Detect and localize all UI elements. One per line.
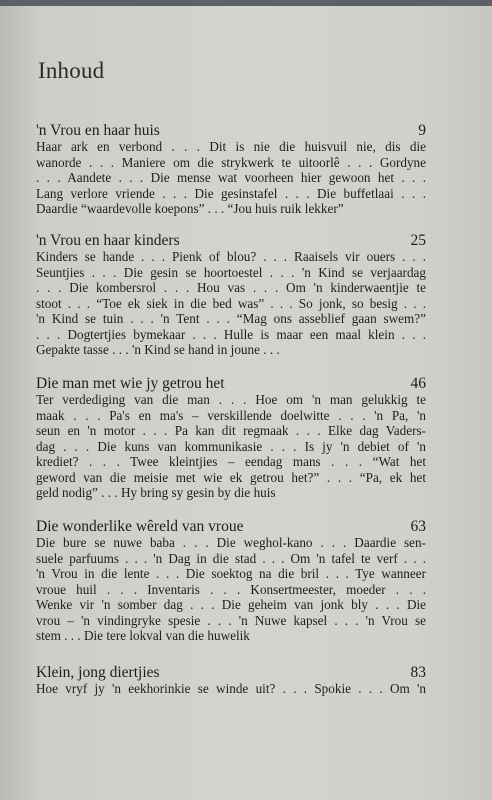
toc-entry-line: seun en 'n motor . . . Pa kan dit regmaak . . . Elke dag Vaders-: [36, 423, 426, 438]
toc-entry-line: Die bure se nuwe baba . . . Die weghol-kano . . . Daardie sen-: [36, 535, 426, 550]
toc-section: [36, 664, 426, 697]
toc-entry-line: Haar ark en verbond . . . Dit is nie die huisvuil nie, dis die: [36, 139, 426, 154]
toc-section-header: [36, 232, 426, 249]
toc-entry-line: Wenke vir 'n somber dag . . . Die geheim van jonk bly . . . Die: [36, 597, 426, 612]
toc-section-page-number: 25: [410, 232, 426, 249]
toc-section-entries: [36, 535, 426, 644]
toc-section: [36, 375, 426, 501]
toc-section-page-number: 63: [410, 518, 426, 535]
toc-section-entries: [36, 139, 426, 217]
toc-entry-line: . . . Aandete . . . Die mense wat voorheen hier gewoon het . . .: [36, 170, 426, 185]
toc-entry-line: Gepakte tasse . . . 'n Kind se hand in joune . . .: [36, 342, 280, 357]
toc-entry-line: 'n Kind se tuin . . . 'n Tent . . . “Mag ons asseblief gaan swem?”: [36, 311, 426, 326]
toc-entry-line: . . . Die kombersrol . . . Hou vas . . . Om 'n kinderwaentjie te: [36, 280, 426, 295]
toc-section-page-number: 46: [410, 375, 426, 392]
toc-section-header: [36, 518, 426, 535]
toc-entry-line: Seuntjies . . . Die gesin se hoortoestel . . . 'n Kind se verjaardag: [36, 264, 426, 280]
toc-entry-line: Hoe vryf jy 'n eekhorinkie se winde uit? . . . Spokie . . . Om 'n: [36, 681, 426, 696]
toc-section-header: [36, 375, 426, 392]
toc-section: [36, 232, 426, 358]
toc-section-title: Die wonderlike wêreld van vroue: [36, 518, 244, 535]
toc-section-title: 'n Vrou en haar huis: [36, 122, 160, 139]
toc-section: [36, 122, 426, 217]
toc-section-entries: [36, 392, 426, 501]
toc-entry-line: 'n Vrou in die lente . . . Die soektog na die bril . . . Tye wanneer: [36, 566, 426, 581]
toc-entry-line: Daardie “waardevolle koepons” . . . “Jou huis ruik lekker”: [36, 201, 344, 216]
toc-entry-line: Ter verdediging van die man . . . Hoe om 'n man gelukkig te: [36, 392, 426, 407]
toc-entry-line: stem . . . Die tere lokval van die huwelik: [36, 628, 250, 643]
toc-entry-line: geld nodig” . . . Hy bring sy gesin by die huis: [36, 485, 276, 500]
contents-heading: Inhoud: [38, 58, 105, 83]
page-top-edge: [0, 0, 492, 6]
toc-section-title: 'n Vrou en haar kinders: [36, 232, 180, 249]
toc-section-entries: [36, 681, 426, 697]
toc-entry-line: vrou – 'n vindingryke spesie . . . 'n Nuwe kapsel . . . 'n Vrou se: [36, 612, 426, 628]
toc-entry-line: krediet? . . . Twee kleintjies – eendag mans . . . “Wat het: [36, 454, 426, 469]
toc-section-page-number: 9: [418, 122, 426, 139]
toc-section-title: Die man met wie jy getrou het: [36, 375, 225, 392]
toc-section-header: [36, 122, 426, 139]
toc-entry-line: maak . . . Pa's en ma's – verskillende doelwitte . . . 'n Pa, 'n: [36, 407, 426, 423]
toc-section-entries: [36, 249, 426, 358]
toc-section: [36, 518, 426, 644]
toc-entry-line: suele parfuums . . . 'n Dag in die stad . . . Om 'n tafel te verf . . .: [36, 550, 426, 566]
toc-entry-line: wanorde . . . Maniere om die strykwerk te uitoorlê . . . Gordyne: [36, 154, 426, 170]
toc-entry-line: Lang verlore vriende . . . Die gesinstafel . . . Die buffetlaai . . .: [36, 185, 426, 201]
toc-entry-line: dag . . . Die kuns van kommunikasie . . . Is jy 'n debiet of 'n: [36, 438, 426, 454]
toc-section-title: Klein, jong diertjies: [36, 664, 160, 681]
toc-entry-line: stoot . . . “Toe ek siek in die bed was” . . . So jonk, so besig . . .: [36, 295, 426, 311]
toc-entry-line: . . . Dogtertjies bymekaar . . . Hulle is maar een maal klein . . .: [36, 326, 426, 342]
toc-entry-line: geword van die meisie met wie ek getrou het?” . . . “Pa, ek het: [36, 469, 426, 485]
toc-section-page-number: 83: [410, 664, 426, 681]
toc-entry-line: Kinders se hande . . . Pienk of blou? . . . Raaisels vir ouers . . .: [36, 249, 426, 264]
toc-section-header: [36, 664, 426, 681]
toc-entry-line: vroue huil . . . Inventaris . . . Konsertmeester, moeder . . .: [36, 581, 426, 597]
